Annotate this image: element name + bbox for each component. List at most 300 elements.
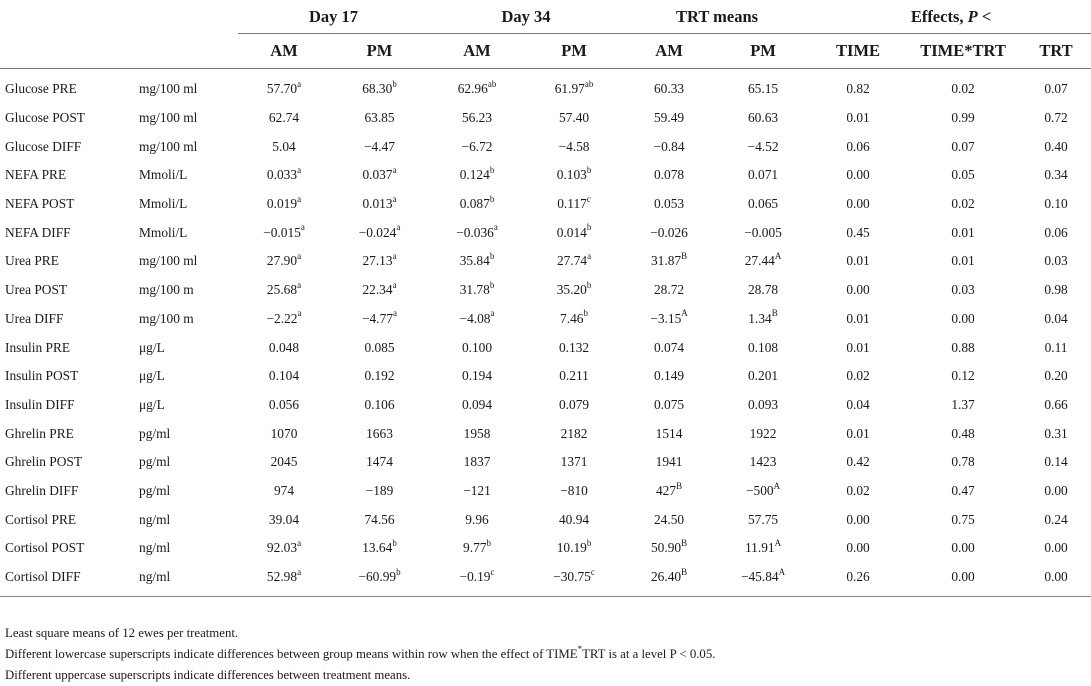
cell-value: 0.07: [1044, 81, 1068, 97]
cell-value: 0.117: [557, 196, 587, 212]
header-day17-pm: PM: [330, 34, 429, 69]
cell-value: 2045: [270, 454, 298, 470]
header-day34: Day 34: [429, 0, 623, 34]
cell-superscript: a: [297, 78, 302, 89]
cell-value: 63.85: [364, 110, 395, 126]
cell-value: 35.84: [459, 253, 490, 269]
cell-value: 7.46: [560, 310, 584, 326]
cell-value: 57.75: [747, 511, 779, 527]
cell-value: −0.19: [459, 569, 491, 585]
cell-value: 52.98: [266, 569, 298, 585]
table-cell: [429, 477, 525, 506]
table-row: [0, 69, 1091, 104]
cell-superscript: b: [489, 164, 495, 175]
cell-value: 0.10: [1044, 196, 1068, 212]
table-cell: [429, 104, 525, 133]
cell-superscript: c: [586, 193, 591, 204]
table-cell: [905, 333, 1021, 362]
row-label: NEFA PRE: [5, 167, 67, 183]
row-label: Glucose POST: [5, 110, 85, 126]
table-row: [0, 104, 1091, 133]
cell-value: 61.97: [554, 81, 585, 97]
table-cell: [623, 218, 715, 247]
cell-value: 0.00: [951, 540, 975, 556]
cell-value: 0.103: [556, 167, 587, 183]
header-effects: Effects, P <: [811, 0, 1091, 34]
table-cell: [905, 477, 1021, 506]
cell-value: 0.085: [364, 339, 395, 355]
cell-value: 27.13: [362, 253, 393, 269]
cell-superscript: b: [583, 308, 588, 319]
row-label: NEFA DIFF: [5, 224, 71, 240]
row-unit: mg/100 ml: [139, 110, 198, 126]
cell-superscript: a: [493, 222, 498, 233]
cell-superscript: B: [681, 566, 688, 577]
table-cell: [811, 247, 905, 276]
cell-value: 0.00: [951, 569, 975, 585]
table-cell: [715, 505, 811, 534]
table-cell: [330, 505, 429, 534]
table-row: [0, 276, 1091, 305]
cell-superscript: a: [297, 537, 302, 548]
table-row: [0, 218, 1091, 247]
cell-value: 9.96: [465, 511, 489, 527]
cell-value: 50.90: [650, 540, 682, 556]
table-cell: [238, 333, 330, 362]
cell-value: −0.005: [744, 224, 782, 240]
table-cell: [429, 247, 525, 276]
cell-value: 13.64: [362, 540, 393, 556]
cell-value: −3.15: [650, 310, 682, 326]
cell-value: 57.70: [266, 81, 298, 97]
table-row: [0, 132, 1091, 161]
cell-value: 5.04: [272, 138, 296, 154]
cell-value: −2.22: [266, 310, 298, 326]
cell-superscript: A: [774, 537, 782, 548]
cell-value: 0.106: [364, 396, 395, 412]
row-unit: Mmoli/L: [139, 167, 188, 183]
row-unit: mg/100 ml: [139, 253, 198, 269]
table-cell: [330, 247, 429, 276]
cell-value: 0.82: [846, 81, 870, 97]
cell-value: 0.211: [559, 368, 589, 384]
row-label: Ghrelin PRE: [5, 425, 74, 441]
cell-superscript: b: [586, 164, 592, 175]
table-cell: [330, 362, 429, 391]
cell-value: 0.78: [951, 454, 975, 470]
table-cell: [330, 391, 429, 420]
table-cell: [905, 534, 1021, 563]
cell-value: −6.72: [461, 138, 493, 154]
cell-value: 0.019: [266, 196, 298, 212]
cell-value: 25.68: [266, 282, 298, 298]
cell-value: 1958: [463, 425, 491, 441]
cell-value: 0.47: [951, 482, 975, 498]
cell-value: 0.00: [1044, 569, 1068, 585]
table-cell: [1021, 132, 1091, 161]
table-cell: [905, 391, 1021, 420]
cell-value: 0.14: [1044, 454, 1068, 470]
table-cell: [525, 161, 623, 190]
cell-value: 27.90: [266, 253, 298, 269]
cell-value: 0.100: [461, 339, 493, 355]
row-label: NEFA POST: [5, 196, 75, 212]
cell-value: 0.071: [747, 167, 779, 183]
table-row: [0, 505, 1091, 534]
cell-value: 0.01: [951, 253, 975, 269]
table-cell: [330, 477, 429, 506]
cell-superscript: a: [297, 279, 302, 290]
table-row: [0, 534, 1091, 563]
cell-value: 0.078: [653, 167, 685, 183]
cell-value: 60.63: [747, 110, 779, 126]
cell-value: 24.50: [653, 511, 685, 527]
cell-value: 0.34: [1044, 167, 1068, 183]
row-label: Urea DIFF: [5, 310, 64, 326]
cell-superscript: b: [586, 537, 592, 548]
table-cell: [715, 305, 811, 334]
cell-superscript: a: [392, 164, 397, 175]
cell-value: 0.75: [951, 511, 975, 527]
table-cell: [525, 276, 623, 305]
cell-value: −0.026: [650, 224, 688, 240]
table-cell: [429, 161, 525, 190]
row-label: Insulin DIFF: [5, 396, 75, 412]
cell-value: 1474: [366, 454, 393, 470]
table-cell: [525, 534, 623, 563]
cell-value: 0.048: [268, 339, 300, 355]
table-cell: [429, 563, 525, 596]
cell-value: 0.087: [459, 196, 490, 212]
table-cell: [623, 448, 715, 477]
table-cell: [811, 391, 905, 420]
table-cell: [623, 305, 715, 334]
cell-value: −4.52: [747, 138, 779, 154]
cell-value: 39.04: [268, 511, 300, 527]
table-cell: [429, 305, 525, 334]
table-cell: [525, 132, 623, 161]
cell-value: −0.84: [653, 138, 685, 154]
table-cell: [623, 276, 715, 305]
table-cell: [525, 247, 623, 276]
cell-value: 62.96: [457, 81, 488, 97]
cell-value: 1423: [749, 454, 777, 470]
cell-value: 0.075: [653, 396, 685, 412]
table-cell: [1021, 477, 1091, 506]
table-cell: [623, 247, 715, 276]
table-bottom-rule: [0, 596, 1091, 597]
table-cell: [905, 69, 1021, 104]
table-row: [0, 161, 1091, 190]
table-row: [0, 563, 1091, 596]
table-cell: [330, 534, 429, 563]
cell-value: 1941: [655, 454, 683, 470]
header-time: TIME: [811, 34, 905, 69]
cell-value: 31.87: [650, 253, 682, 269]
cell-superscript: b: [392, 537, 397, 548]
cell-value: 0.04: [846, 396, 870, 412]
cell-superscript: a: [297, 164, 302, 175]
table-cell: [715, 161, 811, 190]
table-cell: [525, 391, 623, 420]
table-cell: [905, 161, 1021, 190]
table-cell: [1021, 391, 1091, 420]
cell-superscript: A: [773, 480, 781, 491]
table-row: [0, 448, 1091, 477]
cell-value: 0.074: [653, 339, 685, 355]
cell-superscript: B: [681, 537, 688, 548]
table-cell: [429, 69, 525, 104]
table-cell: [525, 69, 623, 104]
table-cell: [905, 132, 1021, 161]
cell-value: −4.47: [364, 138, 395, 154]
cell-superscript: b: [489, 193, 495, 204]
cell-value: 0.079: [558, 396, 590, 412]
cell-superscript: b: [586, 222, 592, 233]
cell-superscript: a: [392, 279, 397, 290]
table-cell: [238, 104, 330, 133]
row-unit: μg/L: [139, 368, 165, 384]
cell-value: 0.01: [846, 253, 870, 269]
table-cell: [238, 563, 330, 596]
row-unit: mg/100 m: [139, 282, 194, 298]
cell-value: 0.00: [846, 167, 870, 183]
cell-value: 27.44: [744, 253, 775, 269]
cell-value: 0.24: [1044, 511, 1068, 527]
cell-superscript: A: [681, 308, 688, 319]
table-cell: [330, 69, 429, 104]
cell-value: 0.20: [1044, 368, 1068, 384]
table-cell: [811, 448, 905, 477]
table-cell: [905, 362, 1021, 391]
table-cell: [811, 534, 905, 563]
row-label: Cortisol POST: [5, 540, 85, 556]
cell-value: 0.45: [846, 224, 870, 240]
cell-superscript: ab: [584, 78, 594, 89]
cell-value: 0.00: [846, 540, 870, 556]
cell-superscript: b: [396, 566, 401, 577]
cell-value: 1.37: [951, 396, 975, 412]
table-cell: [811, 505, 905, 534]
cell-superscript: b: [489, 251, 495, 261]
table-cell: [429, 419, 525, 448]
table-cell: [1021, 247, 1091, 276]
table-cell: [715, 362, 811, 391]
cell-value: 40.94: [558, 511, 590, 527]
cell-value: 31.78: [459, 282, 490, 298]
cell-value: 0.033: [266, 167, 298, 183]
cell-superscript: a: [297, 566, 302, 577]
table-cell: [905, 218, 1021, 247]
table-cell: [525, 305, 623, 334]
table-cell: [429, 362, 525, 391]
table-cell: [525, 190, 623, 219]
table-cell: [429, 391, 525, 420]
cell-superscript: B: [681, 251, 688, 261]
table-cell: [525, 362, 623, 391]
cell-value: 1371: [560, 454, 588, 470]
table-cell: [811, 362, 905, 391]
cell-value: 0.065: [747, 196, 779, 212]
cell-superscript: a: [392, 251, 397, 261]
table-row: [0, 419, 1091, 448]
table-cell: [238, 305, 330, 334]
cell-value: 0.03: [1044, 253, 1068, 269]
table-cell: [238, 161, 330, 190]
table-cell: [238, 419, 330, 448]
header-day17: Day 17: [238, 0, 429, 34]
header-day34-pm: PM: [525, 34, 623, 69]
table-cell: [715, 477, 811, 506]
table-cell: [715, 448, 811, 477]
cell-value: 0.053: [653, 196, 685, 212]
row-label: Cortisol PRE: [5, 511, 77, 527]
table-row: [0, 362, 1091, 391]
cell-superscript: b: [486, 537, 491, 548]
table-row: [0, 477, 1091, 506]
cell-value: 59.49: [653, 110, 685, 126]
row-unit: ng/ml: [139, 540, 171, 556]
table-cell: [238, 477, 330, 506]
cell-value: 68.30: [362, 81, 393, 97]
cell-value: 0.01: [846, 110, 870, 126]
table-cell: [623, 391, 715, 420]
table-cell: [811, 276, 905, 305]
table-cell: [1021, 448, 1091, 477]
cell-superscript: A: [774, 251, 782, 261]
cell-value: 1514: [655, 425, 683, 441]
row-label: Urea POST: [5, 282, 68, 298]
cell-value: 27.74: [556, 253, 588, 269]
table-cell: [238, 534, 330, 563]
cell-value: 0.04: [1044, 310, 1068, 326]
cell-value: 0.00: [846, 196, 870, 212]
cell-superscript: a: [393, 308, 397, 319]
table-cell: [623, 505, 715, 534]
table-cell: [623, 362, 715, 391]
row-label: Insulin POST: [5, 368, 79, 384]
cell-value: 0.013: [362, 196, 393, 212]
header-trt-pm: PM: [715, 34, 811, 69]
table-cell: [330, 218, 429, 247]
table-cell: [1021, 104, 1091, 133]
row-label: Glucose DIFF: [5, 138, 82, 154]
cell-value: 65.15: [747, 81, 779, 97]
table-cell: [905, 276, 1021, 305]
table-cell: [1021, 190, 1091, 219]
header-trt-means: TRT means: [623, 0, 811, 34]
cell-value: −0.024: [358, 224, 397, 240]
table-cell: [1021, 362, 1091, 391]
cell-value: 0.01: [951, 224, 975, 240]
table-cell: [330, 276, 429, 305]
cell-value: 28.78: [747, 282, 779, 298]
table-cell: [905, 419, 1021, 448]
table-cell: [623, 161, 715, 190]
cell-value: 0.07: [951, 138, 975, 154]
cell-value: 0.40: [1044, 138, 1068, 154]
cell-value: 0.094: [461, 396, 493, 412]
cell-value: 974: [273, 482, 295, 498]
table-cell: [525, 448, 623, 477]
table-cell: [905, 563, 1021, 596]
table-cell: [715, 190, 811, 219]
cell-value: 0.01: [846, 339, 870, 355]
table-row: [0, 305, 1091, 334]
cell-superscript: a: [587, 251, 592, 261]
cell-value: 57.40: [558, 110, 590, 126]
cell-value: 0.132: [558, 339, 590, 355]
table-cell: [429, 534, 525, 563]
table-cell: [330, 448, 429, 477]
table-cell: [429, 218, 525, 247]
table-cell: [1021, 563, 1091, 596]
row-unit: μg/L: [139, 339, 165, 355]
cell-value: 35.20: [556, 282, 587, 298]
table-cell: [238, 276, 330, 305]
row-label: Insulin PRE: [5, 339, 71, 355]
cell-value: −0.036: [456, 224, 494, 240]
table-cell: [715, 563, 811, 596]
table-cell: [715, 132, 811, 161]
table-cell: [429, 448, 525, 477]
cell-value: −810: [560, 482, 588, 498]
table-cell: [905, 247, 1021, 276]
row-label: Glucose PRE: [5, 81, 77, 97]
cell-superscript: a: [392, 193, 397, 204]
cell-value: 1663: [366, 425, 393, 441]
table-cell: [525, 218, 623, 247]
header-time-trt: TIME*TRT: [905, 34, 1021, 69]
cell-value: 0.26: [846, 569, 870, 585]
cell-value: 10.19: [556, 540, 587, 556]
cell-value: 0.72: [1044, 110, 1068, 126]
cell-value: 0.00: [1044, 540, 1068, 556]
table-cell: [1021, 333, 1091, 362]
table-cell: [905, 448, 1021, 477]
cell-value: 0.00: [1044, 482, 1068, 498]
cell-value: 0.194: [461, 368, 493, 384]
table-cell: [1021, 276, 1091, 305]
cell-value: 0.00: [951, 310, 975, 326]
table-cell: [525, 333, 623, 362]
cell-value: 1.34: [748, 310, 772, 326]
cell-value: 0.66: [1044, 396, 1068, 412]
cell-value: 0.31: [1044, 425, 1068, 441]
header-trt-am: AM: [623, 34, 715, 69]
table-cell: [905, 104, 1021, 133]
row-unit: mg/100 ml: [139, 138, 198, 154]
table-cell: [429, 276, 525, 305]
cell-superscript: a: [300, 222, 305, 233]
table-cell: [1021, 161, 1091, 190]
table-cell: [811, 104, 905, 133]
cell-value: 22.34: [362, 282, 393, 298]
cell-value: −4.08: [459, 310, 491, 326]
cell-superscript: b: [392, 78, 397, 89]
table-cell: [330, 161, 429, 190]
cell-value: 0.02: [846, 482, 870, 498]
table-cell: [811, 563, 905, 596]
table-row: [0, 190, 1091, 219]
cell-value: 0.104: [268, 368, 300, 384]
cell-value: 0.06: [1044, 224, 1068, 240]
table-cell: [330, 132, 429, 161]
cell-value: 11.91: [744, 540, 775, 556]
cell-superscript: A: [778, 566, 786, 577]
cell-value: −121: [463, 482, 491, 498]
table-cell: [429, 333, 525, 362]
